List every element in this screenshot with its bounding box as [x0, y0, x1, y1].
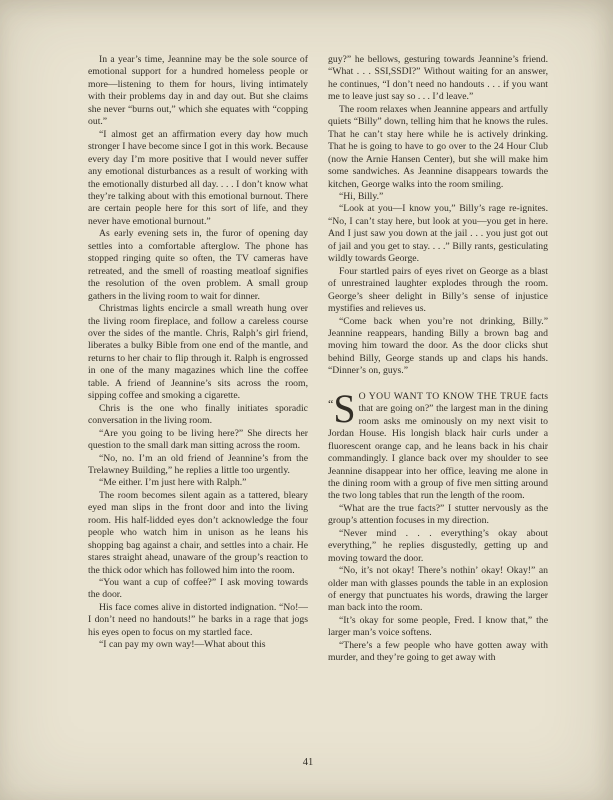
text-block — [88, 54, 548, 665]
drop-cap-letter: S — [333, 385, 356, 431]
section-opening-paragraph — [328, 385, 549, 503]
open-quote: “ — [328, 396, 334, 411]
paragraph: “No, no. I’m an old friend of Jeannine’s from the Trelawney Building,” he replies a little too urgently. — [88, 452, 308, 476]
paragraph: “Look at you—I know you,” Billy’s rage re-ignites. “No, I can’t stay here, but look at you—you get in here. And I just saw you down at the jail . . . you just got out of jail and you get to stay. . . .” Billy rants, gesticulating wildly towards George. — [328, 203, 548, 265]
paragraph: The room relaxes when Jeannine appears and artfully quiets “Billy” down, telling him that he knows the rules. That he can’t stay here while he is actively drinking. That he is going to have to go over to the 24 Hour Club (now the Arnie Hansen Center), but she will make him some sandwiches. As Jeannine disappears towards the kitchen, George walks into the room smiling. — [328, 103, 548, 190]
paragraph: “You want a cup of coffee?” I ask moving towards the door. — [88, 577, 308, 601]
paragraph: “Never mind . . . everything’s okay about everything,” he replies disgustedly, getting up and moving toward the door. — [328, 527, 548, 564]
drop-cap — [328, 385, 356, 431]
page-number: 41 — [302, 757, 314, 768]
text-column-right — [328, 54, 548, 665]
paragraph: “I can pay my own way!—What about this — [99, 639, 266, 651]
paragraph: “There’s a few people who have gotten away with murder, and they’re going to get away with — [328, 639, 548, 664]
paragraph: As early evening sets in, the furor of opening day settles into a comfortable afterglow. The phone has stopped ringing quite so often, the TV cameras have retreated, and the smell of roasting meatloaf signifies the resolution of the oven problem. A small group gathers in the living room to wait for dinner. — [88, 228, 308, 302]
paragraph: Christmas lights encircle a small wreath hung over the living room fireplace, and follow a careless course over the sides of the mantle. Chris, Ralph’s girl friend, liberates a bulky Bible from one end of the mantle, and returns to her chair to flip through it. Ralph is engrossed in one of the many magazines which line the coffee table. A friend of Jeannine’s sits across the room, sipping coffee and smoking a cigarette. — [88, 303, 308, 402]
section-lead-caps: O YOU WANT TO KNOW THE TRUE — [358, 390, 528, 402]
paragraph: Four startled pairs of eyes rivet on George as a blast of unrestrained laughter explodes through the room. George’s sheer delight in Billy’s sense of injustice mystifies and relieves us. — [328, 265, 548, 315]
paragraph: The room becomes silent again as a tattered, bleary eyed man slips in the front door and into the living room. His half-lidded eyes don’t acknowledge the four people who watch him in unison as he leans his shopping bag against a chair, and settles into a chair. He stares straight ahead, unaware of the group’s reaction to the thick odor which has followed him into the room. — [88, 489, 308, 576]
paragraph: “It’s okay for some people, Fred. I know that,” the larger man’s voice softens. — [328, 614, 548, 639]
paragraph: “What are the true facts?” I stutter nervously as the group’s attention focuses in my direction. — [328, 502, 548, 527]
text-column-left — [88, 54, 308, 665]
paragraph: Chris is the one who finally initiates sporadic conversation in the living room. — [88, 402, 308, 427]
paragraph: “Me either. I’m just here with Ralph.” — [99, 477, 247, 489]
paragraph: “Come back when you’re not drinking, Billy.” Jeannine reappears, handing Billy a brown bag and moving him toward the door. As the door clicks shut behind Billy, George stands up and claps his hands. “Dinner’s on, guys.” — [328, 315, 548, 377]
paragraph: In a year’s time, Jeannine may be the sole source of emotional support for a hundred homeless people or more—listening to them for hours, living intimately with their problems day in and day out. But she claims she never “burns out,” which she equates with “copping out.” — [88, 54, 308, 128]
paragraph: “Are you going to be living here?” She directs her question to the small dark man sitting across the room. — [88, 427, 308, 452]
paragraph: His face comes alive in distorted indignation. “No!—I don’t need no handouts!” he barks in a rage that jogs his eyes open to focus on my startled face. — [88, 601, 308, 638]
paragraph: “Hi, Billy.” — [339, 190, 384, 202]
paragraph: “I almost get an affirmation every day how much stronger I have become since I got in this work. Because every day I’m more positive that I would never suffer any emotional disturbances as a result of working with the emotionally disturbed all day. . . . I don’t know what they’re talking about with this emotional burnout. There are certain people here for this sort of life, and they never have emotional burnout.” — [88, 128, 308, 227]
paragraph: “No, it’s not okay! There’s nothin’ okay! Okay!” an older man with glasses pounds the table in an explosion of energy that punctuates his words, drawing the larger man back into the room. — [328, 565, 548, 614]
section-text: facts that are going on?” the largest man in the dining room asks me ominously on my next visit to Jordan House. His longish black hair curls under a fluorescent orange cap, and he leans back in his chair commandingly. I glance back over my shoulder to see Jeannine disappear into her office, leaving me alone in the dining room with a group of five men sitting around the two long tables that run the length of the room. — [328, 390, 549, 502]
paragraph: guy?” he bellows, gesturing towards Jeannine’s friend. “What . . . SSI,SSDI?” Without waiting for an answer, he continues, “I don’t need no handouts . . . if you want me to leave just say so . . . I’d leave.” — [328, 54, 548, 103]
